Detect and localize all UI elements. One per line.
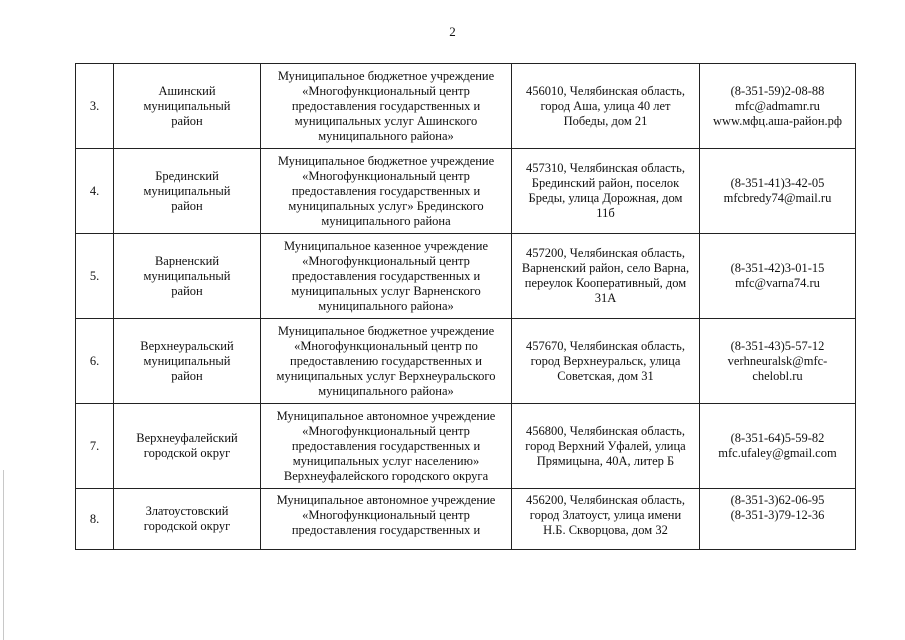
organization-cell: Муниципальное автономное учреждение «Многофункциональный центр предоставления государственных и [261, 489, 512, 550]
contacts-cell: (8-351-59)2-08-88 mfc@admamr.ru www.мфц.аша-район.рф [700, 64, 856, 149]
contacts-cell: (8-351-42)3-01-15 mfc@varna74.ru [700, 234, 856, 319]
table-row [76, 149, 856, 234]
table-row [76, 404, 856, 489]
scan-edge-line [3, 470, 4, 640]
row-number: 7. [76, 404, 114, 489]
district-cell: Брединский муниципальный район [114, 149, 261, 234]
row-number: 3. [76, 64, 114, 149]
organization-cell: Муниципальное бюджетное учреждение «Многофункциональный центр предоставления государственных и муниципальных услуг» Брединского муниципального района [261, 149, 512, 234]
page-number: 2 [449, 24, 456, 39]
address-cell: 457310, Челябинская область, Брединский район, поселок Бреды, улица Дорожная, дом 11б [512, 149, 700, 234]
organization-cell: Муниципальное бюджетное учреждение «Многофункциональный центр предоставления государственных и муниципальных услуг Ашинского муниципального района» [261, 64, 512, 149]
table-row [76, 489, 856, 550]
organization-cell: Муниципальное бюджетное учреждение «Многофункциональный центр по предоставлению государственных и муниципальных услуг Верхнеуральского муниципального района» [261, 319, 512, 404]
district-cell: Варненский муниципальный район [114, 234, 261, 319]
address-cell: 457200, Челябинская область, Варненский район, село Варна, переулок Кооперативный, дом 31А [512, 234, 700, 319]
table-row [76, 234, 856, 319]
district-cell: Ашинский муниципальный район [114, 64, 261, 149]
contacts-cell: (8-351-3)62-06-95 (8-351-3)79-12-36 [700, 489, 856, 550]
contacts-cell: (8-351-64)5-59-82 mfc.ufaley@gmail.com [700, 404, 856, 489]
row-number: 8. [76, 489, 114, 550]
row-number: 5. [76, 234, 114, 319]
organization-cell: Муниципальное казенное учреждение «Многофункциональный центр предоставления государственных и муниципальных услуг Варненского муниципального района» [261, 234, 512, 319]
contacts-cell: (8-351-41)3-42-05 mfcbredy74@mail.ru [700, 149, 856, 234]
address-cell: 456800, Челябинская область, город Верхний Уфалей, улица Прямицына, 40А, литер Б [512, 404, 700, 489]
address-cell: 456200, Челябинская область, город Златоуст, улица имени Н.Б. Скворцова, дом 32 [512, 489, 700, 550]
organization-cell: Муниципальное автономное учреждение «Многофункциональный центр предоставления государственных и муниципальных услуг населению» Верхнеуфалейского городского округа [261, 404, 512, 489]
table-row [76, 319, 856, 404]
district-cell: Златоустовский городской округ [114, 489, 261, 550]
address-cell: 457670, Челябинская область, город Верхнеуральск, улица Советская, дом 31 [512, 319, 700, 404]
mfc-registry-table [75, 63, 856, 550]
table-row [76, 64, 856, 149]
district-cell: Верхнеуфалейский городской округ [114, 404, 261, 489]
row-number: 6. [76, 319, 114, 404]
row-number: 4. [76, 149, 114, 234]
district-cell: Верхнеуральский муниципальный район [114, 319, 261, 404]
address-cell: 456010, Челябинская область, город Аша, улица 40 лет Победы, дом 21 [512, 64, 700, 149]
contacts-cell: (8-351-43)5-57-12 verhneuralsk@mfc- chelobl.ru [700, 319, 856, 404]
